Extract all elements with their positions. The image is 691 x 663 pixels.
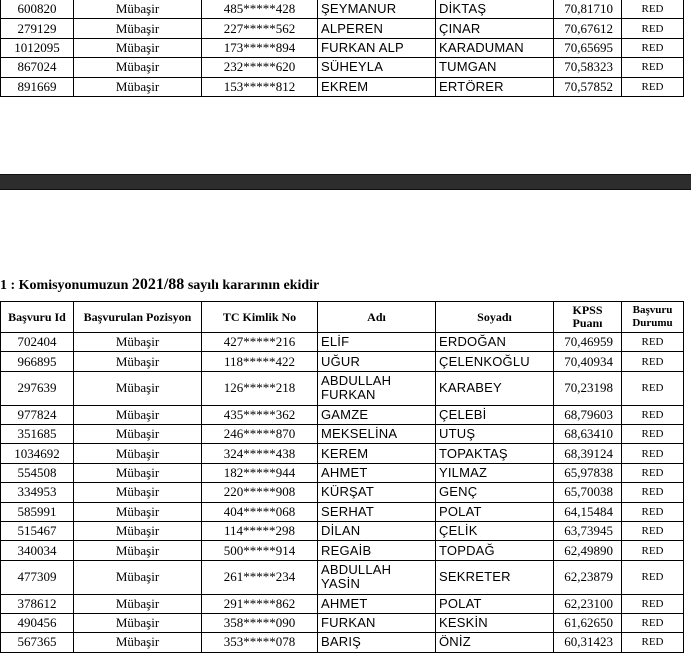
cell-surname: ÇELEBİ	[436, 405, 554, 424]
col-header-name: Adı	[318, 302, 436, 333]
cell-tc: 114*****298	[202, 521, 318, 540]
cell-score: 70,40934	[554, 352, 622, 371]
header-row	[1, 302, 684, 333]
cell-tc: 246*****870	[202, 424, 318, 443]
cell-tc: 404*****068	[202, 502, 318, 521]
cell-id: 490456	[1, 613, 74, 632]
cell-status: RED	[622, 502, 684, 521]
cell-tc: 118*****422	[202, 352, 318, 371]
cell-score: 64,15484	[554, 502, 622, 521]
table-row	[1, 424, 684, 443]
cell-status: RED	[622, 333, 684, 352]
cell-surname: TUMGAN	[436, 58, 554, 77]
cell-position: Mübaşir	[74, 424, 202, 443]
cell-position: Mübaşir	[74, 521, 202, 540]
cell-tc: 500*****914	[202, 541, 318, 560]
cell-score: 70,58323	[554, 58, 622, 77]
cell-surname: ÇINAR	[436, 19, 554, 38]
cell-surname: UTUŞ	[436, 424, 554, 443]
applicant-results-body	[1, 333, 684, 653]
cell-tc: 126*****218	[202, 371, 318, 405]
cell-status: RED	[622, 58, 684, 77]
cell-name: EKREM	[318, 77, 436, 96]
cell-position: Mübaşir	[74, 541, 202, 560]
cell-score: 62,49890	[554, 541, 622, 560]
cell-position: Mübaşir	[74, 502, 202, 521]
cell-surname: ÖNİZ	[436, 633, 554, 652]
cell-id: 297639	[1, 371, 74, 405]
cell-name: KÜRŞAT	[318, 483, 436, 502]
table-row	[1, 613, 684, 632]
cell-position: Mübaşir	[74, 633, 202, 652]
cell-surname: KARABEY	[436, 371, 554, 405]
cell-id: 702404	[1, 333, 74, 352]
cell-status: RED	[622, 521, 684, 540]
cell-status: RED	[622, 19, 684, 38]
cell-tc: 232*****620	[202, 58, 318, 77]
col-header-surname: Soyadı	[436, 302, 554, 333]
col-header-id: Başvuru Id	[1, 302, 74, 333]
cell-score: 70,81710	[554, 0, 622, 19]
cell-name: ABDULLAH YASİN	[318, 560, 436, 594]
cell-position: Mübaşir	[74, 352, 202, 371]
cell-score: 70,23198	[554, 371, 622, 405]
table-row	[1, 463, 684, 482]
cell-position: Mübaşir	[74, 613, 202, 632]
cell-position: Mübaşir	[74, 594, 202, 613]
cell-status: RED	[622, 541, 684, 560]
cell-score: 70,67612	[554, 19, 622, 38]
cell-tc: 261*****234	[202, 560, 318, 594]
cell-id: 351685	[1, 424, 74, 443]
cell-position: Mübaşir	[74, 560, 202, 594]
table-row	[1, 521, 684, 540]
cell-tc: 353*****078	[202, 633, 318, 652]
cell-name: SERHAT	[318, 502, 436, 521]
cell-status: RED	[622, 444, 684, 463]
col-header-position: Başvurulan Pozisyon	[74, 302, 202, 333]
cell-status: RED	[622, 463, 684, 482]
cell-status: RED	[622, 352, 684, 371]
cell-status: RED	[622, 594, 684, 613]
cell-tc: 173*****894	[202, 38, 318, 57]
cell-tc: 227*****562	[202, 19, 318, 38]
cell-score: 60,31423	[554, 633, 622, 652]
table-row	[1, 594, 684, 613]
cell-position: Mübaşir	[74, 483, 202, 502]
table-row	[1, 19, 684, 38]
cell-position: Mübaşir	[74, 463, 202, 482]
cell-score: 62,23879	[554, 560, 622, 594]
cell-id: 567365	[1, 633, 74, 652]
cell-id: 477309	[1, 560, 74, 594]
cell-tc: 435*****362	[202, 405, 318, 424]
cell-surname: SEKRETER	[436, 560, 554, 594]
cell-name: DİLAN	[318, 521, 436, 540]
cell-score: 68,63410	[554, 424, 622, 443]
table-row	[1, 502, 684, 521]
applicant-results-table	[0, 301, 684, 653]
cell-status: RED	[622, 483, 684, 502]
cell-score: 68,39124	[554, 444, 622, 463]
table-row	[1, 77, 684, 96]
cell-status: RED	[622, 613, 684, 632]
cell-id: 977824	[1, 405, 74, 424]
cell-score: 70,46959	[554, 333, 622, 352]
cell-tc: 153*****812	[202, 77, 318, 96]
table-row	[1, 560, 684, 594]
table-row	[1, 405, 684, 424]
cell-score: 70,57852	[554, 77, 622, 96]
cell-status: RED	[622, 0, 684, 19]
col-header-score: KPSS Puanı	[554, 302, 622, 333]
cell-id: 867024	[1, 58, 74, 77]
cell-id: 378612	[1, 594, 74, 613]
cell-name: ALPEREN	[318, 19, 436, 38]
cell-name: BARIŞ	[318, 633, 436, 652]
cell-id: 340034	[1, 541, 74, 560]
cell-tc: 324*****438	[202, 444, 318, 463]
cell-tc: 485*****428	[202, 0, 318, 19]
cell-id: 334953	[1, 483, 74, 502]
cell-surname: KARADUMAN	[436, 38, 554, 57]
cell-id: 966895	[1, 352, 74, 371]
cell-surname: ÇELENKOĞLU	[436, 352, 554, 371]
cell-position: Mübaşir	[74, 58, 202, 77]
cell-surname: ERTÖRER	[436, 77, 554, 96]
previous-results-body	[1, 0, 684, 96]
cell-name: ELİF	[318, 333, 436, 352]
table-row	[1, 483, 684, 502]
cell-tc: 427*****216	[202, 333, 318, 352]
cell-score: 65,70038	[554, 483, 622, 502]
cell-surname: TOPDAĞ	[436, 541, 554, 560]
cell-position: Mübaşir	[74, 444, 202, 463]
cell-score: 68,79603	[554, 405, 622, 424]
cell-status: RED	[622, 633, 684, 652]
table-row	[1, 352, 684, 371]
cell-surname: GENÇ	[436, 483, 554, 502]
table-row	[1, 0, 684, 19]
cell-name: GAMZE	[318, 405, 436, 424]
annex-heading	[0, 276, 319, 294]
col-header-tc: TC Kimlik No	[202, 302, 318, 333]
cell-name: UĞUR	[318, 352, 436, 371]
cell-name: ABDULLAH FURKAN	[318, 371, 436, 405]
cell-id: 1012095	[1, 38, 74, 57]
cell-score: 61,62650	[554, 613, 622, 632]
cell-name: FURKAN ALP	[318, 38, 436, 57]
cell-score: 65,97838	[554, 463, 622, 482]
table-row	[1, 58, 684, 77]
cell-name: AHMET	[318, 463, 436, 482]
cell-score: 70,65695	[554, 38, 622, 57]
cell-tc: 291*****862	[202, 594, 318, 613]
table-row	[1, 371, 684, 405]
cell-id: 891669	[1, 77, 74, 96]
cell-status: RED	[622, 405, 684, 424]
cell-position: Mübaşir	[74, 333, 202, 352]
cell-surname: YILMAZ	[436, 463, 554, 482]
cell-status: RED	[622, 560, 684, 594]
cell-surname: POLAT	[436, 594, 554, 613]
cell-id: 554508	[1, 463, 74, 482]
heading-prefix: 1 : Komisyonumuzun	[0, 278, 132, 293]
cell-tc: 182*****944	[202, 463, 318, 482]
cell-position: Mübaşir	[74, 77, 202, 96]
cell-status: RED	[622, 371, 684, 405]
previous-results-table	[0, 0, 684, 97]
cell-id: 515467	[1, 521, 74, 540]
page-divider	[0, 174, 691, 190]
cell-position: Mübaşir	[74, 0, 202, 19]
cell-id: 1034692	[1, 444, 74, 463]
cell-tc: 358*****090	[202, 613, 318, 632]
cell-name: SÜHEYLA	[318, 58, 436, 77]
cell-name: AHMET	[318, 594, 436, 613]
cell-position: Mübaşir	[74, 405, 202, 424]
cell-status: RED	[622, 424, 684, 443]
cell-name: REGAİB	[318, 541, 436, 560]
cell-status: RED	[622, 38, 684, 57]
cell-position: Mübaşir	[74, 371, 202, 405]
cell-score: 63,73945	[554, 521, 622, 540]
cell-surname: DİKTAŞ	[436, 0, 554, 19]
cell-surname: ERDOĞAN	[436, 333, 554, 352]
table-row	[1, 444, 684, 463]
cell-id: 600820	[1, 0, 74, 19]
decision-number: 2021/88	[131, 276, 185, 293]
cell-surname: KESKİN	[436, 613, 554, 632]
cell-surname: ÇELİK	[436, 521, 554, 540]
cell-tc: 220*****908	[202, 483, 318, 502]
cell-position: Mübaşir	[74, 19, 202, 38]
cell-id: 585991	[1, 502, 74, 521]
table-row	[1, 541, 684, 560]
table-row	[1, 633, 684, 652]
col-header-status: Başvuru Durumu	[622, 302, 684, 333]
cell-surname: TOPAKTAŞ	[436, 444, 554, 463]
cell-surname: POLAT	[436, 502, 554, 521]
cell-name: ŞEYMANUR	[318, 0, 436, 19]
cell-score: 62,23100	[554, 594, 622, 613]
table-row	[1, 333, 684, 352]
cell-name: FURKAN	[318, 613, 436, 632]
cell-name: MEKSELİNA	[318, 424, 436, 443]
cell-name: KEREM	[318, 444, 436, 463]
heading-suffix: sayılı kararının ekidir	[184, 278, 320, 293]
cell-position: Mübaşir	[74, 38, 202, 57]
cell-status: RED	[622, 77, 684, 96]
table-row	[1, 38, 684, 57]
cell-id: 279129	[1, 19, 74, 38]
